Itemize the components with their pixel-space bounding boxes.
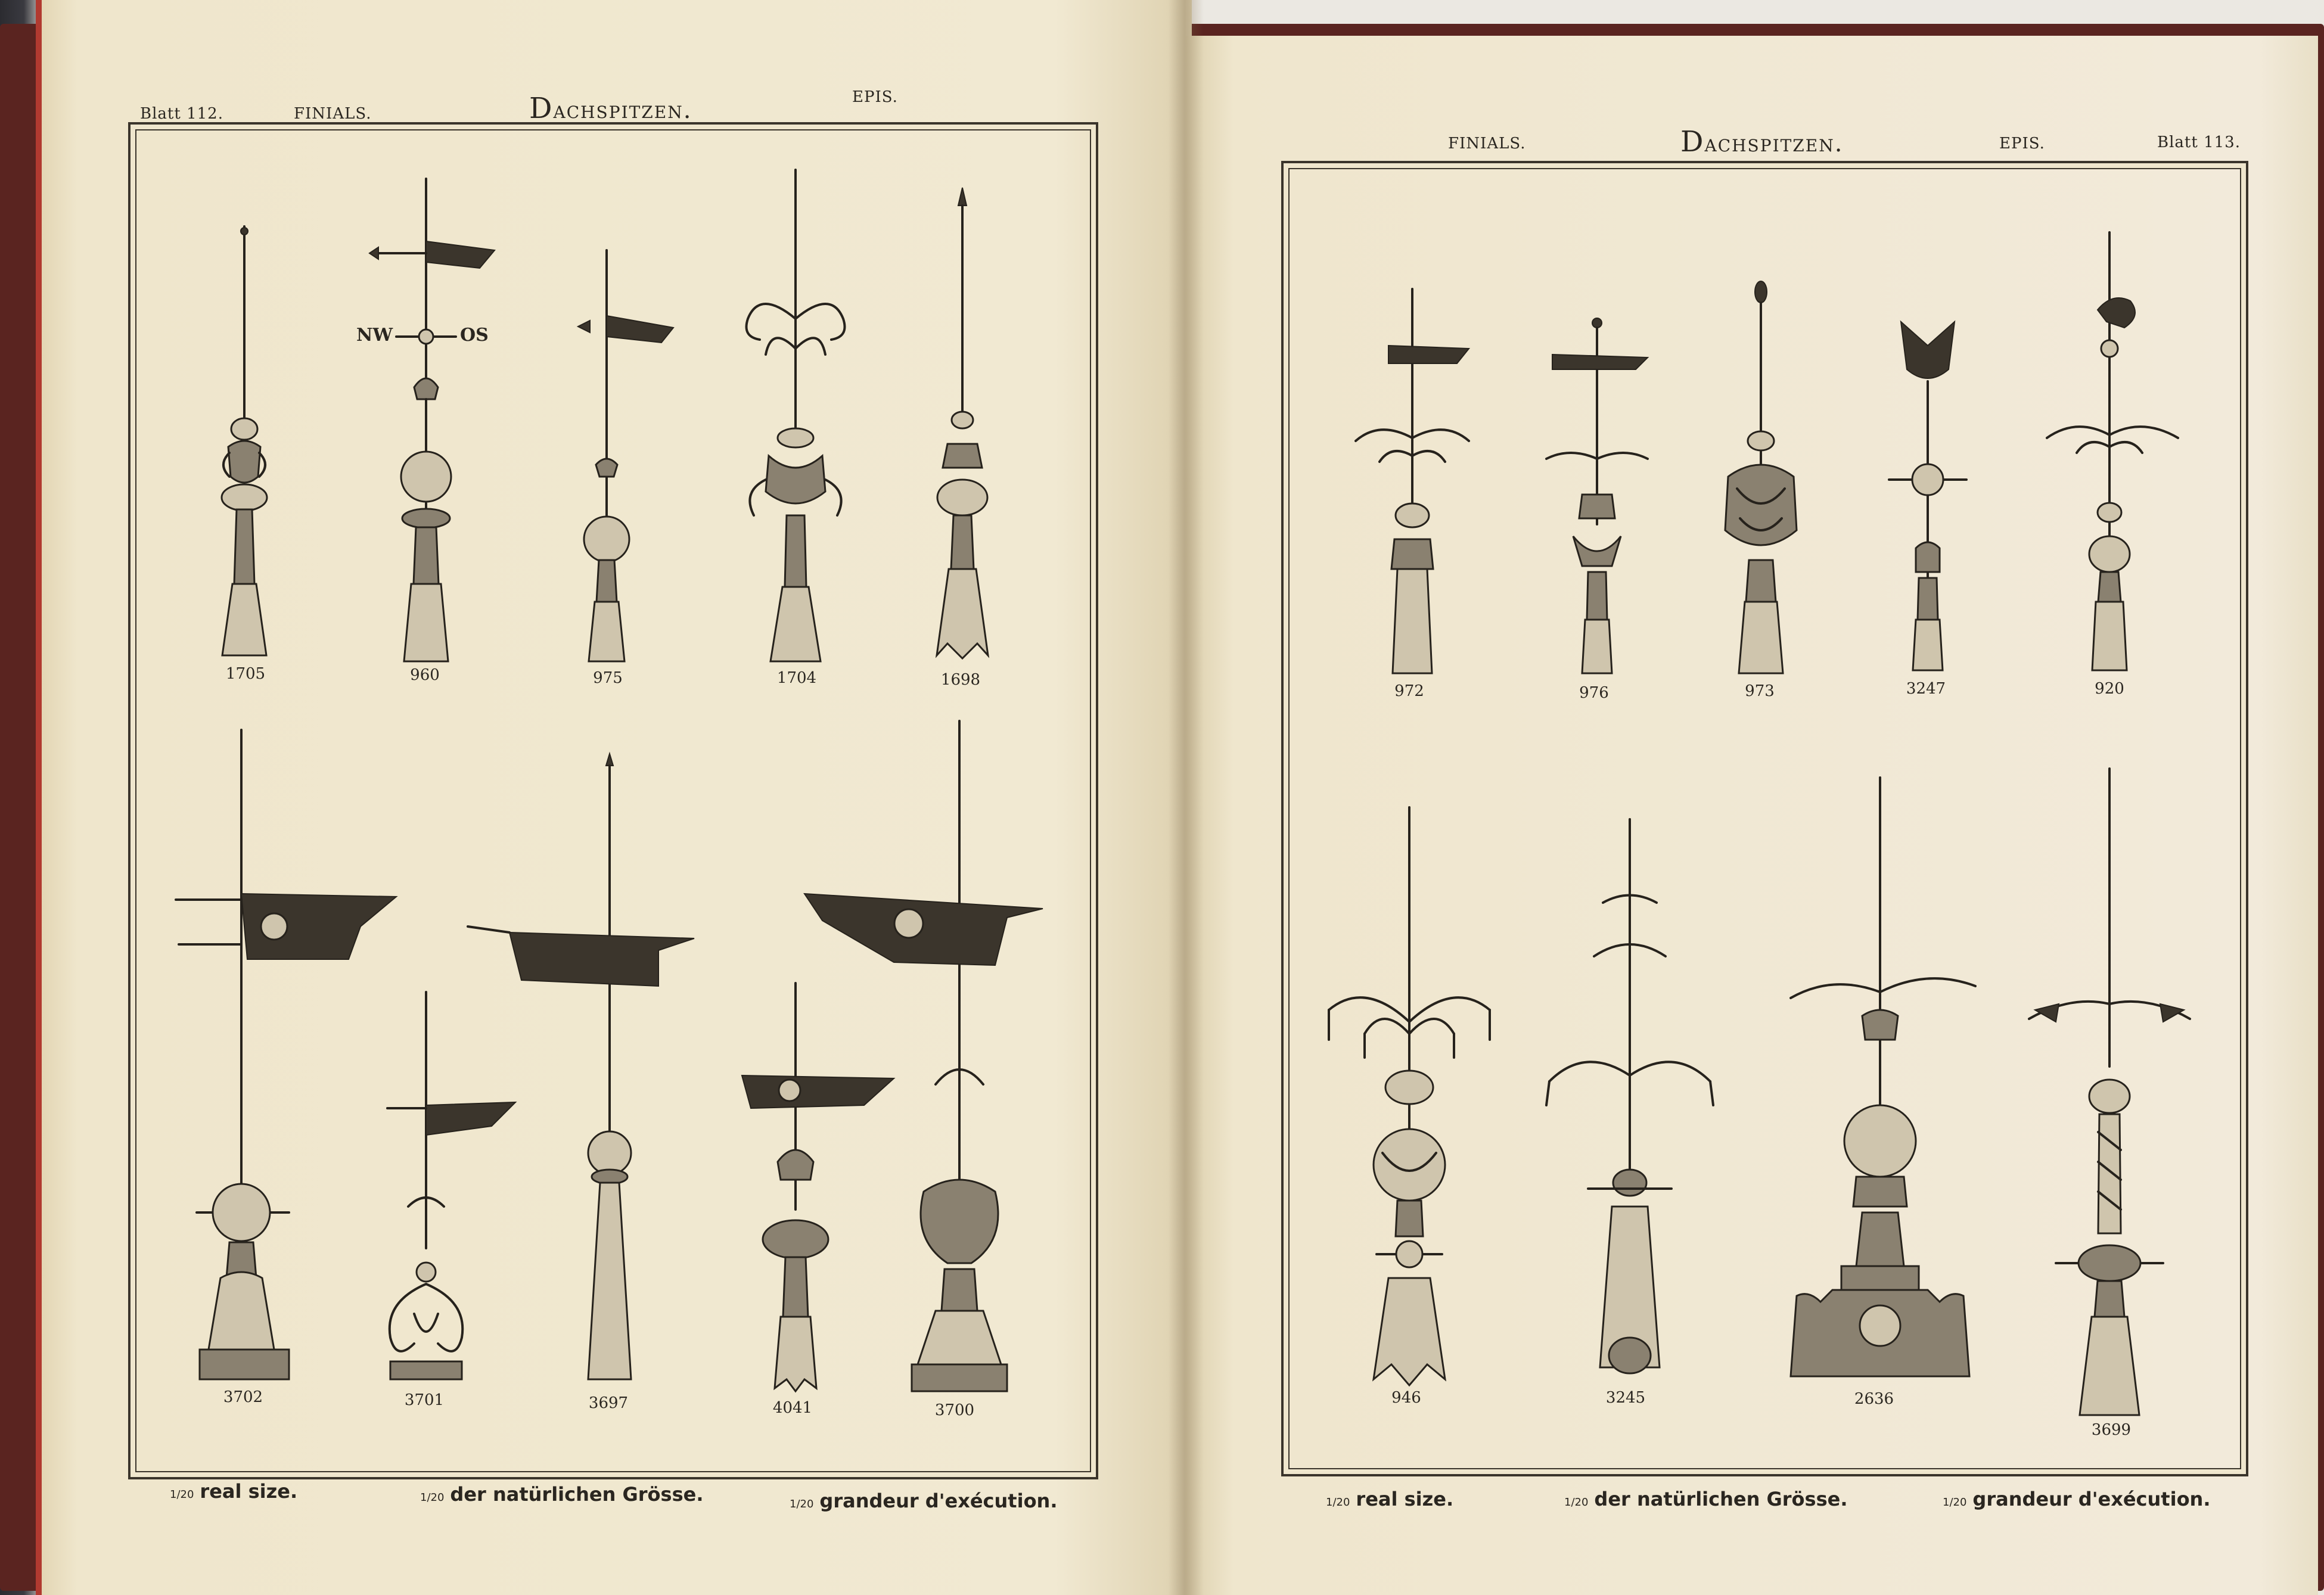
left-page-number: Blatt 112. xyxy=(140,105,223,123)
finial-illustration-3247 xyxy=(1883,310,1972,673)
catalog-number: 3699 xyxy=(2091,1421,2132,1439)
catalog-number: 960 xyxy=(410,666,440,684)
catalog-number: 946 xyxy=(1391,1389,1421,1407)
catalog-number: 973 xyxy=(1745,682,1775,700)
left-footer-execution-size: 1/20 grandeur d'exécution. xyxy=(790,1490,1058,1512)
finial-illustration-1704 xyxy=(736,170,855,664)
finial-illustration-2636 xyxy=(1785,778,1981,1382)
compass-letters-east: OS xyxy=(460,325,489,346)
finial-illustration-1705 xyxy=(212,226,277,661)
catalog-number: 1704 xyxy=(776,669,817,687)
right-footer-real-size: 1/20 real size. xyxy=(1326,1488,1454,1510)
left-header-finials: FINIALS. xyxy=(294,105,372,123)
finial-illustration-3700 xyxy=(799,721,1049,1394)
finial-illustration-3245 xyxy=(1537,819,1722,1388)
right-footer-execution-size: 1/20 grandeur d'exécution. xyxy=(1943,1488,2211,1510)
finial-illustration-975 xyxy=(572,250,679,664)
catalog-number: 3700 xyxy=(934,1401,975,1419)
right-header-title: Dachspitzen. xyxy=(1680,125,1844,158)
catalog-number: 3247 xyxy=(1906,680,1946,698)
left-header-epis: EPIS. xyxy=(852,88,898,106)
catalog-number: 976 xyxy=(1579,684,1609,702)
finial-illustration-3702 xyxy=(170,730,402,1382)
left-footer-natural-size: 1/20 der natürlichen Grösse. xyxy=(420,1483,704,1506)
finial-illustration-3697 xyxy=(462,754,700,1385)
catalog-number: 920 xyxy=(2095,680,2124,698)
right-header-finials: FINIALS. xyxy=(1448,135,1526,153)
finial-illustration-920 xyxy=(2041,232,2184,673)
finial-illustration-973 xyxy=(1716,280,1806,676)
right-footer-natural-size: 1/20 der natürlichen Grösse. xyxy=(1564,1488,1848,1510)
finial-illustration-1698 xyxy=(930,188,995,664)
right-header-epis: EPIS. xyxy=(1999,135,2045,153)
left-footer-real-size: 1/20 real size. xyxy=(170,1480,298,1503)
left-header-title: Dachspitzen. xyxy=(529,92,692,125)
finial-illustration-946 xyxy=(1317,807,1502,1388)
finial-illustration-3699 xyxy=(2023,769,2196,1418)
catalog-number: 3697 xyxy=(588,1394,629,1412)
finial-illustration-972 xyxy=(1344,289,1481,676)
finial-illustration-960 xyxy=(352,179,501,664)
catalog-number: 972 xyxy=(1394,682,1424,700)
catalog-number: 975 xyxy=(593,669,623,687)
compass-letters-west: NW xyxy=(356,325,393,346)
catalog-number: 3702 xyxy=(223,1388,263,1406)
catalog-number: 2636 xyxy=(1854,1390,1894,1408)
book-gutter xyxy=(1168,0,1204,1595)
catalog-number: 1705 xyxy=(225,665,266,683)
finial-illustration-976 xyxy=(1540,316,1654,676)
right-page-number: Blatt 113. xyxy=(2157,133,2241,151)
catalog-number: 3701 xyxy=(404,1391,445,1409)
catalog-number: 3245 xyxy=(1605,1389,1646,1407)
catalog-number: 1698 xyxy=(940,671,981,689)
catalog-number: 4041 xyxy=(772,1399,813,1417)
